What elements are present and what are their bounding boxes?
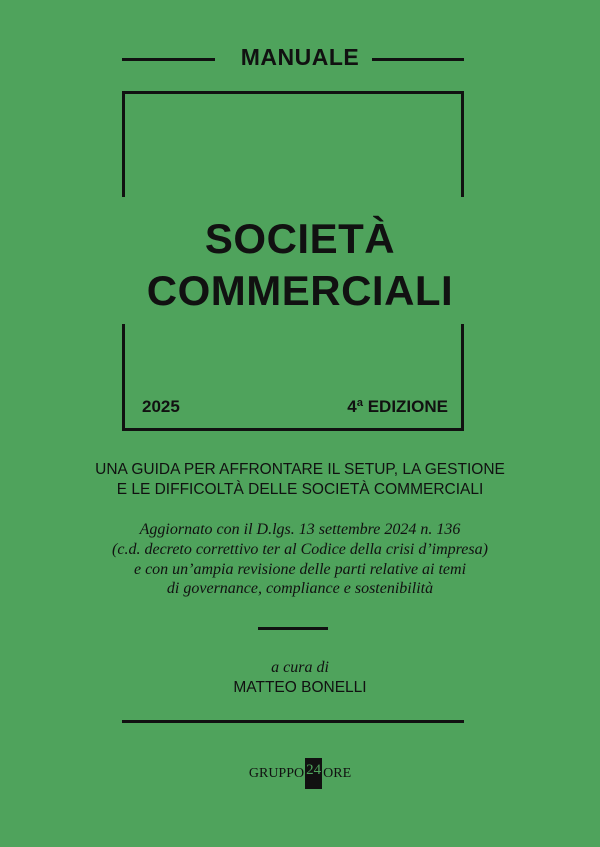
frame-top	[122, 91, 464, 94]
publisher-logo-box: 24	[305, 758, 322, 789]
edition-label: 4ª EDIZIONE	[347, 397, 448, 416]
series-label: MANUALE	[240, 44, 360, 70]
description-line: (c.d. decreto correttivo ter al Codice della crisi d’impresa)	[112, 541, 488, 558]
subtitle-line2: E LE DIFFICOLTÀ DELLE SOCIETÀ COMMERCIALI	[116, 481, 484, 498]
publisher-logo-part3: ORE	[323, 765, 352, 781]
book-title-line1: SOCIETÀ	[204, 215, 396, 262]
subtitle-line1: UNA GUIDA PER AFFRONTARE IL SETUP, LA GESTIONE	[95, 461, 505, 478]
curator-label: a cura di	[271, 659, 329, 676]
book-title-line2: COMMERCIALI	[146, 267, 454, 314]
frame-bottom	[122, 428, 464, 431]
frame-right-bottom	[461, 324, 464, 431]
frame-left-bottom	[122, 324, 125, 431]
curator-name: MATTEO BONELLI	[233, 679, 367, 696]
publisher-logo-part1: GRUPPO	[248, 765, 305, 781]
description-line: e con un’ampia revisione delle parti relative ai temi	[133, 561, 467, 578]
publication-year: 2025	[142, 397, 180, 416]
publisher-logo	[0, 758, 600, 789]
footer-rule	[122, 720, 464, 723]
frame-right-top	[461, 91, 464, 197]
frame-left-top	[122, 91, 125, 197]
description-line: di governance, compliance e sostenibilità	[166, 580, 434, 597]
description-line: Aggiornato con il D.lgs. 13 settembre 2024 n. 136	[139, 521, 461, 538]
section-divider	[258, 627, 328, 630]
